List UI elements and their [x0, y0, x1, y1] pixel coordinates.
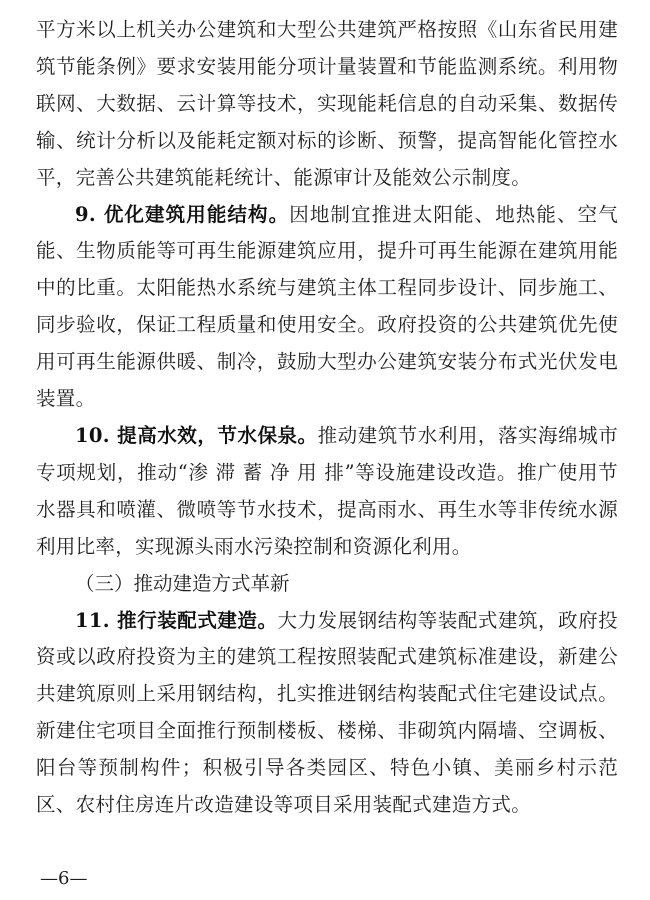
item-title: 11. 推行装配式建造。 [75, 608, 278, 632]
document-body [36, 12, 618, 824]
item-title: 9. 优化建筑用能结构。 [75, 202, 290, 226]
paragraph-text: 推动建筑节水利用，落实海绵城市专项规划，推动“渗 滞 蓄 净 用 排”等设施建设改造。推广使用节水器具和喷灌、微喷等节水技术，提高雨水、再生水等非传统水源利用比率，实现源头雨水污染控制和资源化利用。 [36, 423, 618, 558]
paragraph-energy-monitoring [36, 12, 618, 197]
paragraph-item-9 [36, 197, 618, 418]
item-title: 10. 提高水效，节水保泉。 [75, 423, 318, 447]
section-heading: （三）推动建造方式革新 [75, 571, 290, 595]
page-number: —6— [40, 868, 88, 889]
paragraph-text: 因地制宜推进太阳能、地热能、空气能、生物质能等可再生能源建筑应用，提升可再生能源在建筑用能中的比重。太阳能热水系统与建筑主体工程同步设计、同步施工、同步验收，保证工程质量和使用安全。政府投资的公共建筑优先使用可再生能源供暖、制冷，鼓励大型办公建筑安装分布式光伏发电装置。 [36, 202, 618, 411]
paragraph-text: 平方米以上机关办公建筑和大型公共建筑严格按照《山东省民用建筑节能条例》要求安装用能分项计量装置和节能监测系统。利用物联网、大数据、云计算等技术，实现能耗信息的自动采集、数据传输、统计分析以及能耗定额对标的诊断、预警，提高智能化管控水平，完善公共建筑能耗统计、能源审计及能效公示制度。 [36, 18, 618, 189]
paragraph-item-10 [36, 418, 618, 566]
paragraph-text: 大力发展钢结构等装配式建筑，政府投资或以政府投资为主的建筑工程按照装配式建筑标准建设，新建公共建筑原则上采用钢结构，扎实推进钢结构装配式住宅建设试点。新建住宅项目全面推行预制楼板、楼梯、非砌筑内隔墙、空调板、阳台等预制构件；积极引导各类园区、特色小镇、美丽乡村示范区、农村住房连片改造建设等项目采用装配式建造方式。 [36, 608, 618, 817]
paragraph-item-11 [36, 603, 618, 824]
